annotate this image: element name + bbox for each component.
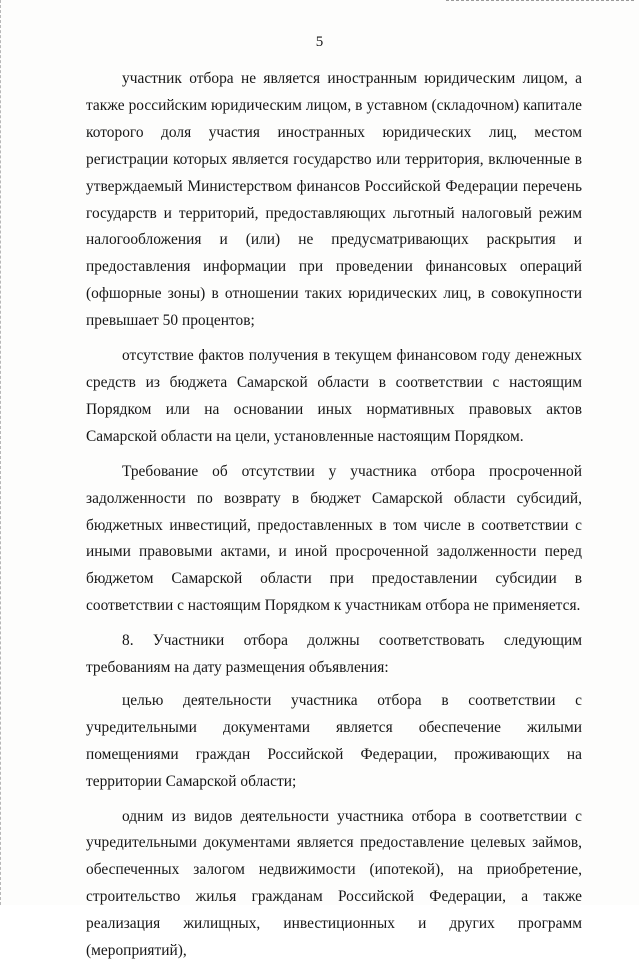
paragraph-activity-purpose: целью деятельности участника отбора в соответствии с учредительными документами является обеспечение жилыми помещениями граждан Российской Федерации, проживающих на территории Самарской области;: [86, 691, 582, 790]
scan-left-edge: [0, 0, 3, 905]
paragraph-activity-types: одним из видов деятельности участника отбора в соответствии с учредительными документами является предоставление целевых займов, обеспеченных залогом недвижимости (ипотекой), на приобретение, строительство жилья гражданам Российской Федерации, а также реализация жилищных, инвестиционных и других программ (мероприятий),: [86, 807, 582, 960]
paragraph-section-8: 8. Участники отбора должны соответствовать следующим требованиям на дату размещения объявления:: [86, 632, 582, 677]
document-body: [86, 66, 582, 973]
paragraph-no-budget-funds: отсутствие фактов получения в текущем финансовом году денежных средств из бюджета Самарской области в соответствии с настоящим Порядком или на основании иных нормативных правовых актов Самарской области на цели, установленные настоящим Порядком.: [86, 347, 582, 445]
scan-top-mark: [446, 0, 634, 3]
page-number: 5: [315, 34, 324, 50]
paragraph-debt-requirement: Требование об отсутствии у участника отбора просроченной задолженности по возврату в бюджет Самарской области субсидий, бюджетных инвестиций, предоставленных в том числе в соответствии с иными правовыми актами, и иной просроченной задолженности перед бюджетом Самарской области при предоставлении субсидии в соответствии с настоящим Порядком к участникам отбора не применяется.: [86, 462, 582, 615]
paragraph-foreign-entity: участник отбора не является иностранным юридическим лицом, а также российским юридическим лицом, в уставном (складочном) капитале которого доля участия иностранных юридических лиц, местом регистрации которых является государство или территория, включенные в утверждаемый Министерством финансов Российской Федерации перечень государств и территорий, предоставляющих льготный налоговый режим налогообложения и (или) не предусматривающих раскрытия и предоставления информации при проведении финансовых операций (офшорные зоны) в отношении таких юридических лиц, в совокупности превышает 50 процентов;: [86, 70, 582, 330]
